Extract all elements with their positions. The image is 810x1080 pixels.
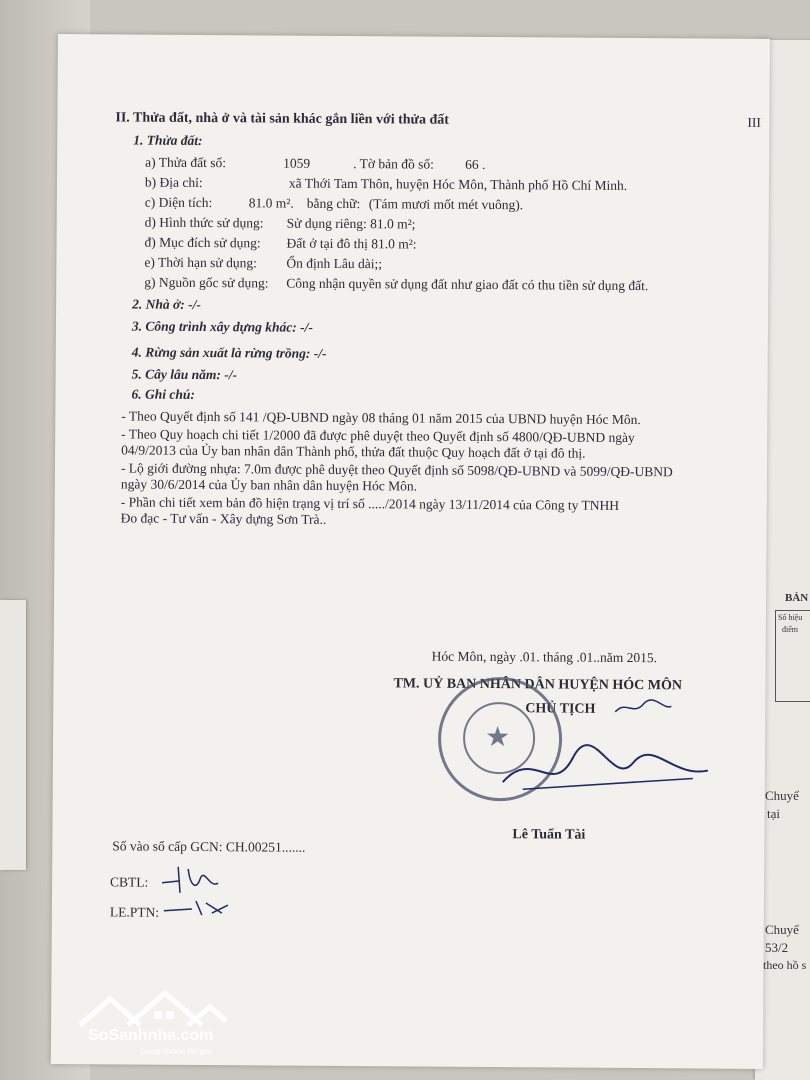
right-chuye-1: Chuyể — [765, 788, 799, 803]
item-4-heading: 4. Rừng sản xuất là rừng trồng: -/- — [131, 344, 327, 361]
official-seal: ★ — [438, 677, 563, 802]
section-title: II. Thửa đất, nhà ở và tài sản khác gắn liền với thửa đất — [115, 110, 449, 128]
item-1-heading: 1. Thửa đất: — [133, 132, 203, 149]
item-c-value: 81.0 m². — [248, 195, 294, 211]
note-line: - Theo Quy hoạch chi tiết 1/2000 đã được phê duyệt theo Quyết định số 4800/QĐ-UBND ngày — [121, 426, 635, 446]
signature-org: TM. UỶ BAN NHÂN DÂN HUYỆN HÓC MÔN — [393, 676, 683, 694]
note-line: - Phần chi tiết xem bản đồ hiện trạng vị trí số ...../2014 ngày 13/11/2014 của Công ty TNHH — [120, 494, 620, 513]
item-d-label: d) Hình thức sử dụng: — [144, 214, 264, 231]
item-a-label: a) Thửa đất số: — [145, 154, 227, 171]
right-diem: điểm — [782, 625, 798, 634]
item-a-sheet-value: 66 . — [465, 156, 486, 172]
item-2-heading: 2. Nhà ở: -/- — [132, 296, 201, 313]
right-mini-table — [775, 610, 810, 702]
registry-cbtl: CBTL: — [110, 874, 149, 890]
chairman-signature — [493, 727, 713, 799]
corner-mark: III — [747, 114, 761, 130]
logo-tagline: Great choice for you — [140, 1047, 213, 1056]
signature-role: CHỦ TỊCH — [525, 701, 596, 717]
item-6-heading: 6. Ghi chú: — [131, 386, 195, 402]
item-dd-label: đ) Mục đích sử dụng: — [144, 234, 261, 251]
signer-name: Lê Tuấn Tài — [512, 827, 586, 843]
item-d-value: Sử dụng riêng: 81.0 m²; — [286, 215, 416, 232]
note-line: Đo đạc - Tư vấn - Xây dựng Sơn Trà.. — [120, 510, 327, 527]
right-chuye-2: Chuyể — [765, 922, 799, 937]
item-a-sheet-label: . Tờ bản đồ số: — [353, 156, 434, 172]
item-3-heading: 3. Công trình xây dựng khác: -/- — [131, 318, 313, 335]
logo-name: SoSanhnha.com — [88, 1027, 214, 1044]
item-b-value: xã Thới Tam Thôn, huyện Hóc Môn, Thành phố Hồ Chí Minh. — [288, 175, 628, 193]
item-c-words-label: bằng chữ: — [306, 195, 361, 212]
certificate-page — [51, 34, 770, 1069]
le-ptn-signature — [162, 895, 232, 919]
cbtl-signature — [160, 861, 220, 897]
item-g-label: g) Nguồn gốc sử dụng: — [144, 274, 269, 291]
note-line: 04/9/2013 của Ủy ban nhân dân Thành phố, thửa đất thuộc Quy hoạch đất ở tại đô thị. — [121, 442, 586, 461]
right-so-hieu: Số hiệu — [778, 613, 803, 622]
note-line: - Theo Quyết định số 141 /QĐ-UBND ngày 08 tháng 01 năm 2015 của UBND huyện Hóc Môn. — [121, 408, 641, 428]
signature-date: Hóc Môn, ngày .01. tháng .01..năm 2015. — [431, 648, 658, 666]
item-a-value: 1059 — [283, 155, 311, 171]
watermark-logo — [70, 985, 230, 1065]
item-c-label: c) Diện tích: — [144, 194, 213, 211]
right-tai: tại — [767, 806, 780, 821]
registry-le-ptn: LE.PTN: — [109, 904, 160, 920]
item-b-label: b) Địa chỉ: — [144, 174, 203, 191]
item-g-value: Công nhận quyền sử dụng đất như giao đất có thu tiền sử dụng đất. — [286, 275, 649, 294]
role-initials — [613, 698, 673, 718]
item-e-label: e) Thời hạn sử dụng: — [144, 254, 257, 271]
right-theo: theo hồ s — [763, 958, 807, 972]
note-line: ngày 30/6/2014 của Ủy ban nhân dân huyện Hóc Môn. — [120, 476, 418, 494]
registry-book: Số vào sổ cấp GCN: CH.00251....... — [112, 838, 306, 855]
right-ban: BẢN — [785, 592, 809, 604]
item-dd-value: Đất ở tại đô thị 81.0 m²: — [286, 235, 417, 252]
item-5-heading: 5. Cây lâu năm: -/- — [131, 366, 238, 383]
item-e-value: Ổn định Lâu dài;; — [286, 255, 383, 272]
right-number: 53/2 — [765, 940, 789, 955]
left-paper-edge — [0, 600, 26, 870]
note-line: - Lộ giới đường nhựa: 7.0m được phê duyệt theo Quyết định số 5098/QĐ-UBND và 5099/QĐ-UBND — [120, 460, 673, 480]
item-c-words: (Tám mươi mốt mét vuông). — [368, 196, 524, 213]
